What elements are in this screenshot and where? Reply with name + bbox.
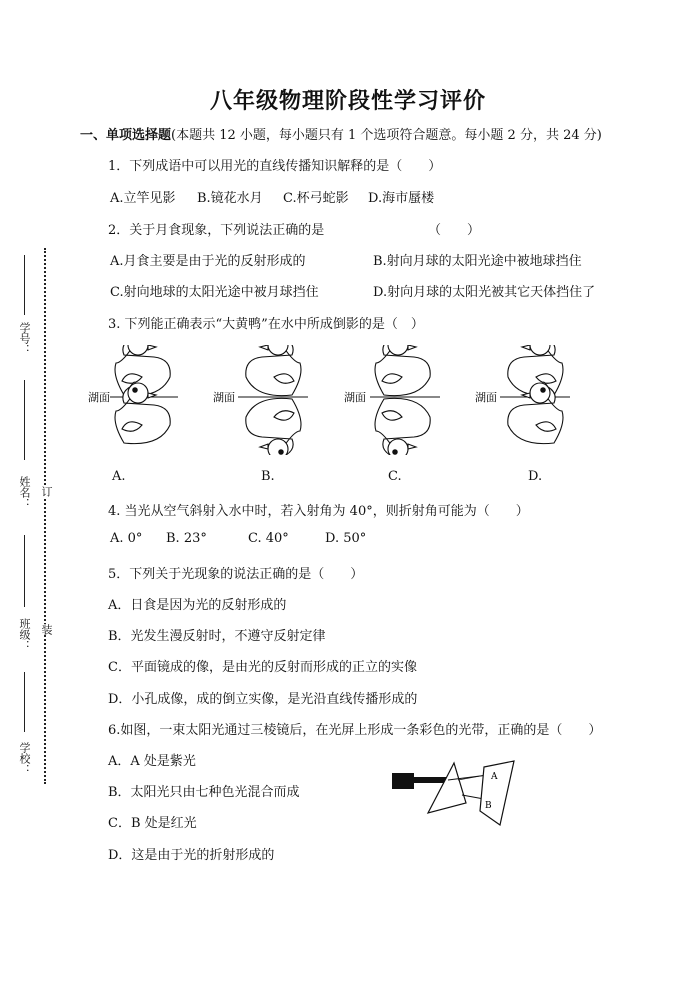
name-label: 姓名： — [18, 476, 31, 509]
q2-option-a: A.月食主要是由于光的反射形成的 — [110, 254, 306, 269]
q5-option-b: B．光发生漫反射时，不遵守反射定律 — [108, 629, 326, 644]
q3-c-lake-label: 湖面 — [344, 391, 366, 404]
q1-stem: 1．下列成语中可以用光的直线传播知识解释的是（ ） — [108, 159, 442, 174]
q5-option-d: D．小孔成像，成的倒立实像，是光沿直线传播形成的 — [108, 692, 418, 707]
student-id-label: 学号： — [18, 322, 31, 355]
q3-stem: 3. 下列能正确表示“大黄鸭”在水中所成倒影的是（ ） — [108, 317, 424, 332]
q3-b-lake-label: 湖面 — [213, 391, 235, 404]
q2-option-c: C.射向地球的太阳光途中被月球挡住 — [110, 285, 319, 300]
q6-prism — [428, 763, 466, 813]
section-heading-label: 一、单项选择题 — [80, 128, 172, 143]
name-blank — [24, 380, 25, 460]
school-label: 学校： — [18, 742, 31, 775]
q3-c-duck-upper — [375, 345, 430, 396]
q6-prism-figure — [388, 755, 528, 835]
q4-option-d: D. 50° — [325, 531, 367, 546]
q3-d-lake-label: 湖面 — [475, 391, 497, 404]
q3-label-a: A. — [112, 469, 126, 484]
q4-stem: 4. 当光从空气斜射入水中时，若入射角为 40°，则折射角可能为（ ） — [108, 504, 529, 519]
q4-option-c: C. 40° — [248, 531, 289, 546]
q5-stem: 5．下列关于光现象的说法正确的是（ ） — [108, 567, 364, 582]
q3-c-duck-lower — [375, 398, 430, 455]
binding-zhuang-char: 装 — [40, 624, 53, 635]
q4-option-b: B. 23° — [166, 531, 207, 546]
q1-option-d: D.海市蜃楼 — [368, 191, 435, 206]
q5-option-c: C．平面镜成的像，是由光的反射而形成的正立的实像 — [108, 660, 417, 675]
q3-label-d: D. — [528, 469, 543, 484]
q1-option-c: C.杯弓蛇影 — [283, 191, 349, 206]
q6-label-b: B — [485, 801, 492, 811]
q3-duck-figures — [80, 345, 600, 455]
q6-screen — [480, 761, 514, 825]
q6-stem: 6.如图，一束太阳光通过三棱镜后，在光屏上形成一条彩色的光带，正确的是（ ） — [108, 723, 602, 738]
q6-light-source — [392, 773, 414, 789]
q6-label-a: A — [491, 772, 498, 782]
q1-option-b: B.镜花水月 — [197, 191, 263, 206]
q5-option-a: A．日食是因为光的反射形成的 — [108, 598, 287, 613]
class-label: 班级： — [18, 618, 31, 651]
q3-label-b: B. — [261, 469, 275, 484]
q3-label-c: C. — [388, 469, 402, 484]
q6-light-beam — [414, 777, 448, 783]
q1-option-a: A.立竿见影 — [110, 191, 176, 206]
page-title: 八年级物理阶段性学习评价 — [209, 89, 486, 114]
section-heading — [80, 124, 602, 143]
binding-ding-char: 订 — [40, 486, 53, 497]
q6-option-d: D．这是由于光的折射形成的 — [108, 848, 275, 863]
q2-paren: （ ） — [428, 223, 481, 238]
q2-option-b: B.射向月球的太阳光途中被地球挡住 — [373, 254, 582, 269]
binding-dotted-line — [44, 248, 48, 784]
student-id-blank — [24, 255, 25, 315]
q2-option-d: D.射向月球的太阳光被其它天体挡住了 — [373, 285, 596, 300]
q3-b-duck-lower — [246, 398, 301, 455]
q3-b-duck-upper — [246, 345, 301, 396]
q6-option-b: B．太阳光只由七种色光混合而成 — [108, 785, 300, 800]
q6-exit-upper — [458, 775, 486, 780]
class-blank — [24, 535, 25, 607]
section-heading-note: (本题共 12 小题，每小题只有 1 个选项符合题意。每小题 2 分，共 24 分) — [171, 128, 602, 143]
q3-a-lake-label: 湖面 — [88, 391, 110, 404]
school-blank — [24, 672, 25, 732]
q6-option-c: C．B 处是红光 — [108, 816, 197, 831]
q4-option-a: A. 0° — [110, 531, 143, 546]
q2-stem: 2．关于月食现象，下列说法正确的是 — [108, 223, 325, 238]
q6-option-a: A．A 处是紫光 — [108, 754, 196, 769]
